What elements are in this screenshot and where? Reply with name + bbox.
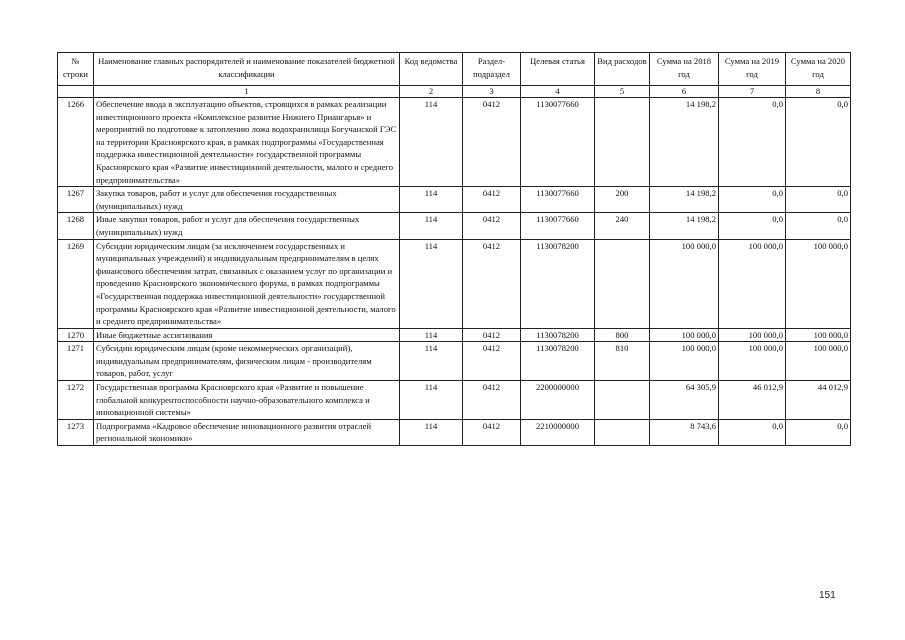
table-row xyxy=(58,98,851,187)
table-row xyxy=(58,239,851,328)
section-code: 0412 xyxy=(463,239,521,328)
expense-type: 240 xyxy=(595,213,650,239)
row-name: Подпрограмма «Кадровое обеспечение инновационного развития отраслей региональной экономики» xyxy=(94,419,400,445)
sum-2019: 46 012,9 xyxy=(719,381,786,420)
header-expense-type: Вид расходов xyxy=(595,53,650,86)
sum-2018: 100 000,0 xyxy=(650,328,719,342)
header-sum-2018: Сумма на 2018 год xyxy=(650,53,719,86)
sum-2020: 0,0 xyxy=(786,187,851,213)
table-row xyxy=(58,328,851,342)
target-article: 1130077660 xyxy=(521,213,595,239)
section-code: 0412 xyxy=(463,187,521,213)
row-name: Иные закупки товаров, работ и услуг для обеспечения государственных (муниципальных) нужд xyxy=(94,213,400,239)
sum-2020: 100 000,0 xyxy=(786,342,851,381)
row-name: Государственная программа Красноярского края «Развитие и повышение глобальной конкурентоспособности научно-образовательного комплекса и инновационной системы» xyxy=(94,381,400,420)
sum-2020: 100 000,0 xyxy=(786,239,851,328)
sum-2019: 0,0 xyxy=(719,419,786,445)
sum-2018: 100 000,0 xyxy=(650,239,719,328)
expense-type: 810 xyxy=(595,342,650,381)
table-row xyxy=(58,419,851,445)
budget-table xyxy=(57,52,851,446)
target-article: 1130077660 xyxy=(521,98,595,187)
expense-type xyxy=(595,239,650,328)
target-article: 1130078200 xyxy=(521,239,595,328)
section-code: 0412 xyxy=(463,98,521,187)
sum-2020: 100 000,0 xyxy=(786,328,851,342)
department-code: 114 xyxy=(400,328,463,342)
header-department-code: Код ведомства xyxy=(400,53,463,86)
sum-2019: 100 000,0 xyxy=(719,328,786,342)
header-sum-2019: Сумма на 2019 год xyxy=(719,53,786,86)
target-article: 2200000000 xyxy=(521,381,595,420)
sum-2019: 0,0 xyxy=(719,213,786,239)
table-row xyxy=(58,213,851,239)
sum-2020: 44 012,9 xyxy=(786,381,851,420)
row-number: 1272 xyxy=(58,381,94,420)
department-code: 114 xyxy=(400,187,463,213)
sum-2019: 0,0 xyxy=(719,98,786,187)
target-article: 2210000000 xyxy=(521,419,595,445)
sum-2018: 100 000,0 xyxy=(650,342,719,381)
sum-2020: 0,0 xyxy=(786,419,851,445)
expense-type xyxy=(595,381,650,420)
department-code: 114 xyxy=(400,239,463,328)
column-number: 3 xyxy=(463,86,521,98)
column-number: 5 xyxy=(595,86,650,98)
sum-2019: 100 000,0 xyxy=(719,342,786,381)
row-name: Иные бюджетные ассигнования xyxy=(94,328,400,342)
sum-2018: 64 305,9 xyxy=(650,381,719,420)
target-article: 1130078200 xyxy=(521,342,595,381)
column-number: 8 xyxy=(786,86,851,98)
department-code: 114 xyxy=(400,342,463,381)
row-number: 1269 xyxy=(58,239,94,328)
table-row xyxy=(58,381,851,420)
expense-type: 800 xyxy=(595,328,650,342)
row-name: Субсидии юридическим лицам (кроме некоммерческих организаций), индивидуальным предпринимателям, физическим лицам - производителям товаров, работ, услуг xyxy=(94,342,400,381)
column-number: 1 xyxy=(94,86,400,98)
column-number: 7 xyxy=(719,86,786,98)
header-sum-2020: Сумма на 2020 год xyxy=(786,53,851,86)
row-number: 1273 xyxy=(58,419,94,445)
section-code: 0412 xyxy=(463,419,521,445)
page-number: 151 xyxy=(819,590,836,601)
table-row xyxy=(58,187,851,213)
target-article: 1130078200 xyxy=(521,328,595,342)
sum-2019: 0,0 xyxy=(719,187,786,213)
sum-2019: 100 000,0 xyxy=(719,239,786,328)
section-code: 0412 xyxy=(463,328,521,342)
expense-type xyxy=(595,419,650,445)
column-number-row xyxy=(58,86,851,98)
table-row xyxy=(58,342,851,381)
section-code: 0412 xyxy=(463,342,521,381)
department-code: 114 xyxy=(400,381,463,420)
department-code: 114 xyxy=(400,98,463,187)
header-name: Наименование главных распорядителей и наименование показателей бюджетной классификации xyxy=(94,53,400,86)
row-number: 1266 xyxy=(58,98,94,187)
department-code: 114 xyxy=(400,419,463,445)
header-target-article: Целевая статья xyxy=(521,53,595,86)
column-number: 6 xyxy=(650,86,719,98)
sum-2018: 14 198,2 xyxy=(650,98,719,187)
row-number: 1270 xyxy=(58,328,94,342)
row-name: Субсидии юридическим лицам (за исключением государственных и муниципальных учреждений) и индивидуальным предпринимателям в целях финансового обеспечения затрат, связанных с оказанием услуг по организации и проведению Красноярского экономического форума, в рамках подпрограммы «Государственная поддержка инвестиционной деятельности» государственной программы Красноярского края «Развитие инвестиционной деятельности, малого и среднего предпринимательства» xyxy=(94,239,400,328)
row-number: 1268 xyxy=(58,213,94,239)
target-article: 1130077660 xyxy=(521,187,595,213)
row-name: Обеспечение ввода в эксплуатацию объектов, строящихся в рамках реализации инвестиционного проекта «Комплексное развитие Нижнего Приангарья» и мероприятий по подготовке к затоплению ложа водохранилища Богучанской ГЭС на территории Красноярского края, в рамках подпрограммы «Государственная поддержка инвестиционной деятельности» государственной программы Красноярского края «Развитие инвестиционной деятельности, малого и среднего предпринимательства» xyxy=(94,98,400,187)
header-section: Раздел-подраздел xyxy=(463,53,521,86)
table-header-row xyxy=(58,53,851,86)
column-number: 2 xyxy=(400,86,463,98)
sum-2018: 14 198,2 xyxy=(650,187,719,213)
row-number: 1267 xyxy=(58,187,94,213)
column-number xyxy=(58,86,94,98)
row-name: Закупка товаров, работ и услуг для обеспечения государственных (муниципальных) нужд xyxy=(94,187,400,213)
sum-2018: 14 198,2 xyxy=(650,213,719,239)
sum-2018: 8 743,6 xyxy=(650,419,719,445)
section-code: 0412 xyxy=(463,213,521,239)
section-code: 0412 xyxy=(463,381,521,420)
expense-type: 200 xyxy=(595,187,650,213)
row-number: 1271 xyxy=(58,342,94,381)
expense-type xyxy=(595,98,650,187)
header-row-number: № строки xyxy=(58,53,94,86)
sum-2020: 0,0 xyxy=(786,213,851,239)
department-code: 114 xyxy=(400,213,463,239)
table-body xyxy=(58,98,851,446)
sum-2020: 0,0 xyxy=(786,98,851,187)
column-number: 4 xyxy=(521,86,595,98)
